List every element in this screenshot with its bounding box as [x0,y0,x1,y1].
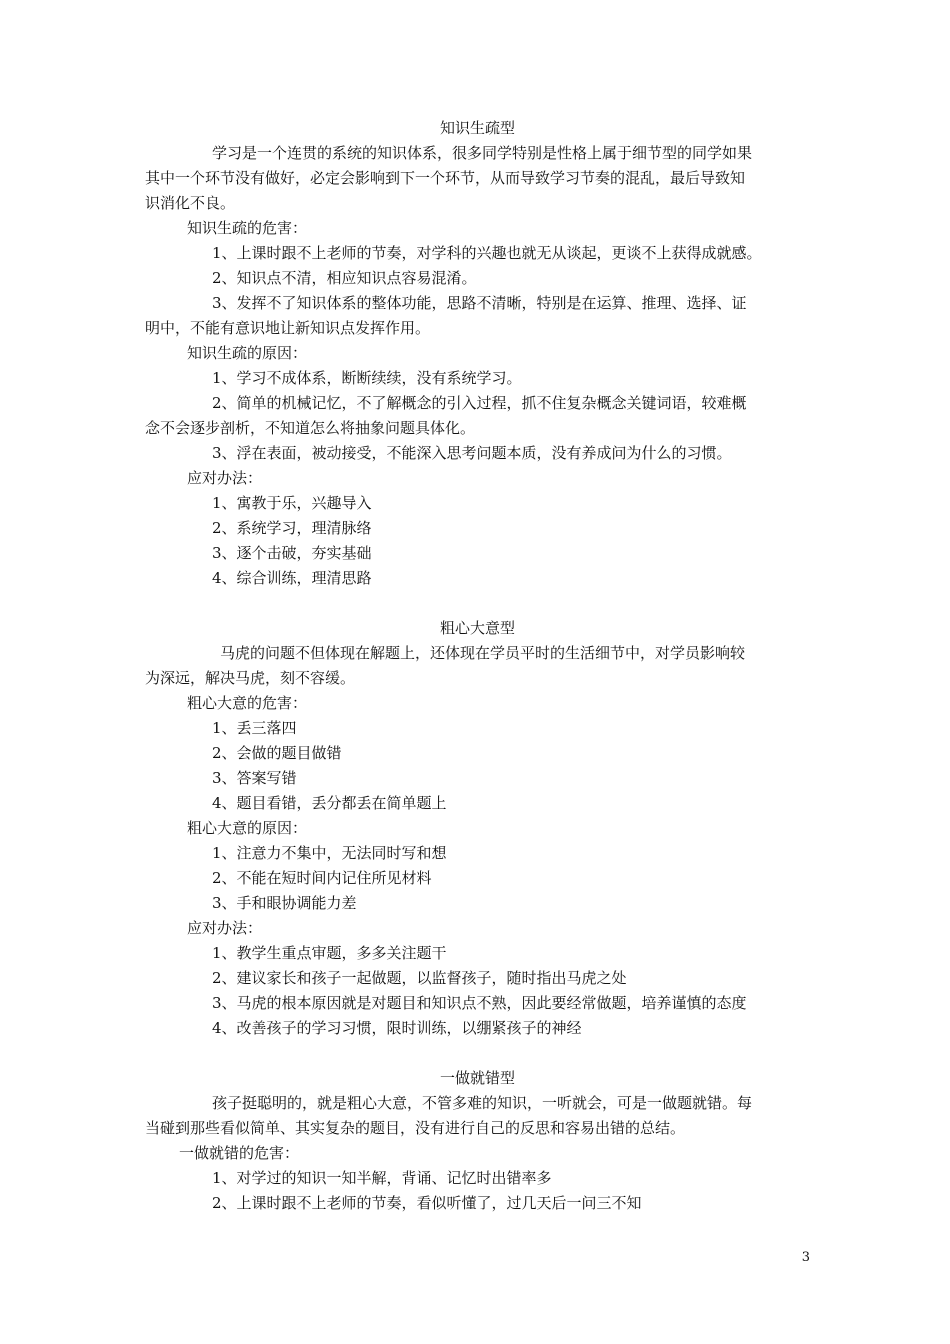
list-item: 3、手和眼协调能力差 [212,894,357,912]
subheading: 应对办法： [187,469,263,487]
list-item: 3、浮在表面，被动接受，不能深入思考问题本质，没有养成问为什么的习惯。 [212,444,732,462]
list-item-continued: 明中，不能有意识地让新知识点发挥作用。 [145,319,431,337]
paragraph-line: 孩子挺聪明的，就是粗心大意，不管多难的知识，一听就会，可是一做题就错。每 [212,1094,753,1112]
list-item: 4、综合训练，理清思路 [212,569,372,587]
section-spacer [145,591,810,616]
paragraph-line: 为深远，解决马虎，刻不容缓。 [145,669,356,687]
list-item: 4、改善孩子的学习习惯，限时训练，以绷紧孩子的神经 [212,1019,582,1037]
subheading: 一做就错的危害： [179,1144,300,1162]
list-item: 1、上课时跟不上老师的节奏，对学科的兴趣也就无从谈起，更谈不上获得成就感。 [212,244,762,262]
list-item: 4、题目看错，丢分都丢在简单题上 [212,794,447,812]
list-item: 1、对学过的知识一知半解，背诵、记忆时出错率多 [212,1169,552,1187]
subheading: 粗心大意的危害： [187,694,308,712]
section-spacer [145,1041,810,1066]
list-item: 1、丢三落四 [212,719,297,737]
page-number: 3 [801,1250,810,1265]
list-item: 2、会做的题目做错 [212,744,342,762]
list-item: 1、寓教于乐，兴趣导入 [212,494,372,512]
list-item: 1、学习不成体系，断断续续，没有系统学习。 [212,369,522,387]
list-item-continued: 念不会逐步剖析，不知道怎么将抽象问题具体化。 [145,419,476,437]
list-item: 2、建议家长和孩子一起做题，以监督孩子，随时指出马虎之处 [212,969,627,987]
list-item: 2、上课时跟不上老师的节奏，看似听懂了，过几天后一问三不知 [212,1194,642,1212]
paragraph-line: 学习是一个连贯的系统的知识体系，很多同学特别是性格上属于细节型的同学如果 [212,144,753,162]
subheading: 知识生疏的原因： [187,344,308,362]
list-item: 3、马虎的根本原因就是对题目和知识点不熟，因此要经常做题，培养谨慎的态度 [212,994,747,1012]
list-item: 2、知识点不清，相应知识点容易混淆。 [212,269,477,287]
page-content [145,116,810,1216]
section-title: 知识生疏型 [439,119,515,137]
list-item: 3、发挥不了知识体系的整体功能，思路不清晰，特别是在运算、推理、选择、证 [212,294,747,312]
paragraph-line: 识消化不良。 [145,194,236,212]
subheading: 粗心大意的原因： [187,819,308,837]
list-item: 2、系统学习，理清脉络 [212,519,372,537]
paragraph-line: 当碰到那些看似简单、其实复杂的题目，没有进行自己的反思和容易出错的总结。 [145,1119,686,1137]
list-item: 3、逐个击破，夯实基础 [212,544,372,562]
list-item: 1、教学生重点审题，多多关注题干 [212,944,447,962]
list-item: 2、简单的机械记忆，不了解概念的引入过程，抓不住复杂概念关键词语，较难概 [212,394,747,412]
paragraph-line: 马虎的问题不但体现在解题上，还体现在学员平时的生活细节中，对学员影响较 [220,644,746,662]
subheading: 知识生疏的危害： [187,219,308,237]
list-item: 1、注意力不集中，无法同时写和想 [212,844,447,862]
list-item: 3、答案写错 [212,769,297,787]
list-item: 2、不能在短时间内记住所见材料 [212,869,432,887]
section-title: 粗心大意型 [439,619,515,637]
paragraph-line: 其中一个环节没有做好，必定会影响到下一个环节，从而导致学习节奏的混乱，最后导致知 [145,169,746,187]
subheading: 应对办法： [187,919,263,937]
section-title: 一做就错型 [439,1069,515,1087]
